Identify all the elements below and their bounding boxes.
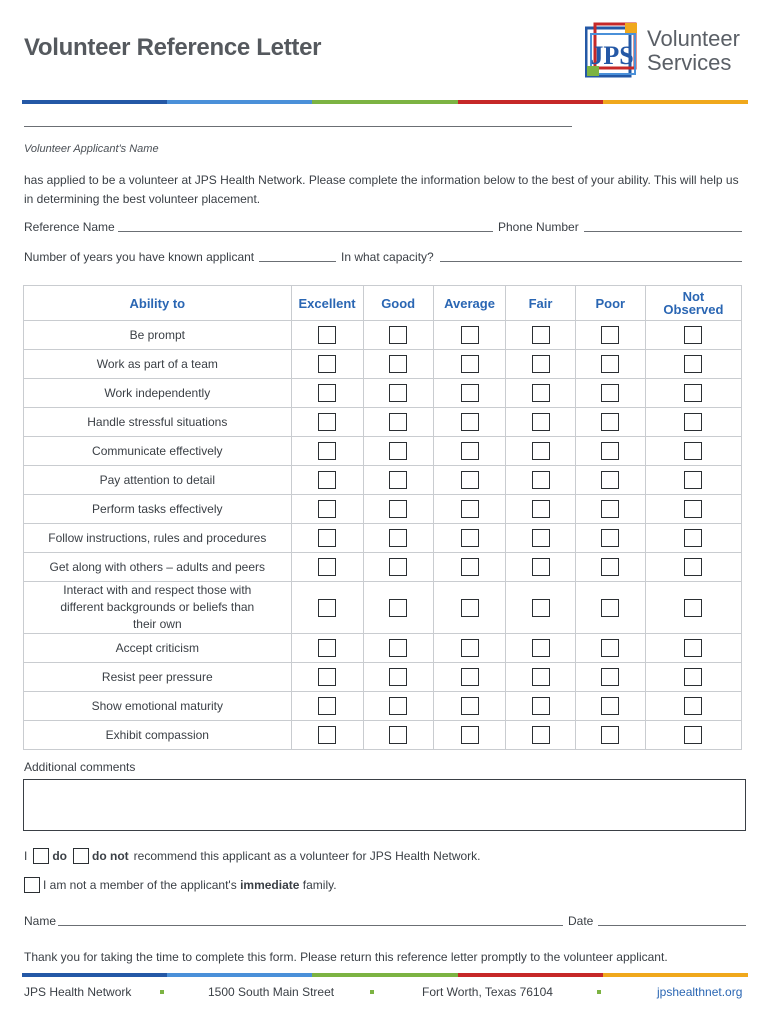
footer-city: Fort Worth, Texas 76104 [422, 985, 553, 999]
rating-cell [645, 350, 741, 379]
rating-checkbox[interactable] [461, 326, 479, 344]
rating-cell [291, 321, 363, 350]
ability-label: Accept criticism [24, 634, 292, 663]
family-statement [24, 877, 337, 893]
table-row [24, 495, 742, 524]
rating-checkbox[interactable] [318, 697, 336, 715]
rating-checkbox[interactable] [601, 697, 619, 715]
rating-checkbox[interactable] [318, 726, 336, 744]
ability-label: Get along with others – adults and peers [24, 553, 292, 582]
intro-paragraph: has applied to be a volunteer at JPS Health Network. Please complete the information below to the best of your ability. This will help us in determining the best volunteer placement. [24, 173, 739, 206]
rating-checkbox[interactable] [532, 726, 550, 744]
rating-checkbox[interactable] [389, 726, 407, 744]
rating-cell [363, 692, 433, 721]
ability-label: Handle stressful situations [24, 408, 292, 437]
rating-cell [645, 379, 741, 408]
rating-checkbox[interactable] [601, 668, 619, 686]
rating-cell [575, 408, 645, 437]
rating-checkbox[interactable] [601, 442, 619, 460]
rating-checkbox[interactable] [684, 384, 702, 402]
column-header-poor: Poor [575, 286, 645, 321]
column-header-average: Average [433, 286, 505, 321]
rating-checkbox[interactable] [532, 697, 550, 715]
rating-checkbox[interactable] [318, 413, 336, 431]
table-row [24, 466, 742, 495]
rating-checkbox[interactable] [318, 599, 336, 617]
rating-cell [575, 350, 645, 379]
rating-cell [506, 692, 576, 721]
ability-label: Work independently [24, 379, 292, 408]
rating-checkbox[interactable] [601, 639, 619, 657]
table-row [24, 553, 742, 582]
rating-cell [433, 721, 505, 750]
rating-checkbox[interactable] [318, 500, 336, 518]
rating-checkbox[interactable] [461, 500, 479, 518]
rating-cell [575, 495, 645, 524]
rating-checkbox[interactable] [389, 529, 407, 547]
phone-number-label: Phone Number [498, 220, 579, 234]
rating-cell [575, 437, 645, 466]
rating-cell [433, 408, 505, 437]
rating-cell [575, 553, 645, 582]
rating-cell [291, 634, 363, 663]
applicant-name-field[interactable] [24, 126, 572, 127]
rating-checkbox[interactable] [461, 726, 479, 744]
rating-cell [363, 582, 433, 634]
rating-cell [645, 721, 741, 750]
rating-cell [575, 721, 645, 750]
ability-label: Perform tasks effectively [24, 495, 292, 524]
family-text-bold: immediate [240, 878, 300, 892]
rating-cell [363, 437, 433, 466]
rating-cell [291, 495, 363, 524]
years-known-label: Number of years you have known applicant [24, 250, 255, 264]
rating-cell [291, 582, 363, 634]
rating-checkbox[interactable] [532, 529, 550, 547]
rating-cell [433, 582, 505, 634]
rating-checkbox[interactable] [389, 558, 407, 576]
rating-checkbox[interactable] [601, 355, 619, 373]
rating-cell [575, 321, 645, 350]
rating-checkbox[interactable] [461, 384, 479, 402]
jps-logo-icon [585, 22, 639, 78]
ability-label: Work as part of a team [24, 350, 292, 379]
rating-cell [575, 634, 645, 663]
page-title: Volunteer Reference Letter [24, 34, 322, 61]
rating-checkbox[interactable] [601, 384, 619, 402]
footer-org: JPS Health Network [24, 985, 132, 999]
rating-checkbox[interactable] [461, 668, 479, 686]
rating-cell [506, 582, 576, 634]
rating-checkbox[interactable] [389, 500, 407, 518]
rating-checkbox[interactable] [389, 326, 407, 344]
table-row [24, 408, 742, 437]
rating-checkbox[interactable] [601, 529, 619, 547]
rating-cell [363, 495, 433, 524]
ability-label: Show emotional maturity [24, 692, 292, 721]
rating-checkbox[interactable] [601, 413, 619, 431]
rating-cell [645, 524, 741, 553]
do-label: do [52, 849, 68, 863]
rating-cell [506, 495, 576, 524]
rating-checkbox[interactable] [684, 471, 702, 489]
rating-checkbox[interactable] [684, 558, 702, 576]
rating-checkbox[interactable] [684, 500, 702, 518]
rating-checkbox[interactable] [684, 697, 702, 715]
table-row [24, 524, 742, 553]
rating-checkbox[interactable] [601, 558, 619, 576]
ability-label: Interact with and respect those with different backgrounds or beliefs than their own [24, 582, 292, 634]
rating-checkbox[interactable] [318, 384, 336, 402]
rating-cell [433, 321, 505, 350]
column-header-good: Good [363, 286, 433, 321]
rating-checkbox[interactable] [601, 599, 619, 617]
rating-cell [363, 524, 433, 553]
table-header-row [24, 286, 742, 321]
rating-cell [433, 663, 505, 692]
recommend-statement [24, 847, 481, 865]
rating-cell [291, 379, 363, 408]
capacity-label: In what capacity? [341, 250, 434, 264]
rating-checkbox[interactable] [461, 413, 479, 431]
rating-cell [506, 321, 576, 350]
table-row [24, 663, 742, 692]
rating-cell [645, 663, 741, 692]
rating-checkbox[interactable] [532, 355, 550, 373]
column-header-not-observed: Not Observed [645, 286, 741, 321]
rating-checkbox[interactable] [684, 442, 702, 460]
rating-checkbox[interactable] [389, 355, 407, 373]
rating-cell [363, 379, 433, 408]
rating-checkbox[interactable] [684, 599, 702, 617]
rating-checkbox[interactable] [532, 558, 550, 576]
reference-name-label: Reference Name [24, 220, 115, 234]
logo-line-1: Volunteer [647, 26, 740, 51]
family-text-after: family. [302, 878, 337, 892]
rating-checkbox[interactable] [318, 668, 336, 686]
rating-cell [291, 663, 363, 692]
rating-cell [363, 663, 433, 692]
rating-checkbox[interactable] [461, 355, 479, 373]
rating-checkbox[interactable] [318, 326, 336, 344]
do-not-checkbox[interactable] [73, 848, 89, 864]
do-checkbox[interactable] [33, 848, 49, 864]
rating-checkbox[interactable] [532, 668, 550, 686]
additional-comments-label: Additional comments [24, 760, 136, 774]
rating-checkbox[interactable] [389, 668, 407, 686]
signature-name-field[interactable] [58, 925, 563, 926]
rating-checkbox[interactable] [684, 639, 702, 657]
rating-cell [506, 721, 576, 750]
ability-label: Exhibit compassion [24, 721, 292, 750]
rating-cell [506, 466, 576, 495]
jps-logo [585, 22, 745, 80]
rating-cell [291, 721, 363, 750]
rating-cell [363, 466, 433, 495]
rating-cell [575, 582, 645, 634]
rating-cell [433, 350, 505, 379]
rating-checkbox[interactable] [461, 697, 479, 715]
rating-cell [291, 692, 363, 721]
table-row [24, 379, 742, 408]
recommend-prefix: I [24, 849, 28, 863]
table-row [24, 721, 742, 750]
rating-checkbox[interactable] [318, 558, 336, 576]
rating-cell [575, 524, 645, 553]
not-family-checkbox[interactable] [24, 877, 40, 893]
thank-you-text: Thank you for taking the time to complete this form. Please return this reference letter promptly to the volunteer applicant. [24, 950, 668, 964]
rating-checkbox[interactable] [318, 639, 336, 657]
table-row [24, 692, 742, 721]
footer-address: 1500 South Main Street [208, 985, 335, 999]
table-row [24, 350, 742, 379]
rating-checkbox[interactable] [532, 384, 550, 402]
footer-separator-dot [160, 990, 164, 994]
rating-checkbox[interactable] [684, 668, 702, 686]
rating-cell [291, 437, 363, 466]
svg-text:JPS: JPS [590, 41, 634, 70]
rating-checkbox[interactable] [461, 639, 479, 657]
rating-cell [433, 692, 505, 721]
rating-checkbox[interactable] [601, 326, 619, 344]
rating-checkbox[interactable] [532, 500, 550, 518]
do-not-label: do not [92, 849, 129, 863]
rating-checkbox[interactable] [461, 442, 479, 460]
rating-cell [645, 582, 741, 634]
table-row [24, 437, 742, 466]
rating-cell [645, 321, 741, 350]
rating-cell [506, 524, 576, 553]
footer-separator-dot [370, 990, 374, 994]
phone-number-field[interactable] [584, 231, 742, 232]
table-row [24, 321, 742, 350]
ability-label: Pay attention to detail [24, 466, 292, 495]
rating-checkbox[interactable] [532, 326, 550, 344]
signature-name-label: Name [24, 914, 57, 928]
additional-comments-box[interactable] [23, 779, 746, 831]
rating-cell [506, 408, 576, 437]
capacity-field[interactable] [440, 261, 742, 262]
rating-cell [291, 408, 363, 437]
rating-cell [433, 379, 505, 408]
logo-line-2: Services [647, 50, 732, 75]
column-header-excellent: Excellent [291, 286, 363, 321]
rating-cell [363, 321, 433, 350]
logo-text [647, 27, 740, 75]
rating-cell [433, 495, 505, 524]
rating-checkbox[interactable] [684, 355, 702, 373]
rating-cell [433, 634, 505, 663]
rating-checkbox[interactable] [601, 726, 619, 744]
rating-checkbox[interactable] [389, 639, 407, 657]
rating-checkbox[interactable] [389, 442, 407, 460]
rating-cell [506, 437, 576, 466]
rating-checkbox[interactable] [389, 384, 407, 402]
rating-cell [506, 379, 576, 408]
rating-checkbox[interactable] [684, 326, 702, 344]
rating-cell [363, 721, 433, 750]
rating-checkbox[interactable] [389, 599, 407, 617]
rating-checkbox[interactable] [461, 599, 479, 617]
ability-label: Be prompt [24, 321, 292, 350]
rating-checkbox[interactable] [532, 471, 550, 489]
rating-checkbox[interactable] [532, 639, 550, 657]
rating-cell [433, 437, 505, 466]
rating-cell [363, 350, 433, 379]
table-row [24, 582, 742, 634]
rating-checkbox[interactable] [601, 500, 619, 518]
rating-checkbox[interactable] [318, 529, 336, 547]
rating-checkbox[interactable] [318, 471, 336, 489]
rating-cell [645, 466, 741, 495]
rating-checkbox[interactable] [461, 529, 479, 547]
column-header-fair: Fair [506, 286, 576, 321]
rating-cell [291, 350, 363, 379]
rating-checkbox[interactable] [532, 442, 550, 460]
rating-checkbox[interactable] [389, 413, 407, 431]
rating-cell [291, 524, 363, 553]
rating-cell [645, 634, 741, 663]
recommend-suffix: recommend this applicant as a volunteer for JPS Health Network. [133, 849, 481, 863]
ability-label: Resist peer pressure [24, 663, 292, 692]
rating-checkbox[interactable] [532, 413, 550, 431]
signature-date-label: Date [568, 914, 594, 928]
rating-cell [433, 524, 505, 553]
ability-header: Ability to [24, 286, 292, 321]
rating-cell [645, 692, 741, 721]
footer-separator-dot [597, 990, 601, 994]
rating-checkbox[interactable] [318, 442, 336, 460]
ability-label: Follow instructions, rules and procedures [24, 524, 292, 553]
rating-checkbox[interactable] [318, 355, 336, 373]
rating-cell [575, 379, 645, 408]
applicant-name-caption: Volunteer Applicant's Name [24, 143, 159, 155]
rating-checkbox[interactable] [389, 697, 407, 715]
rating-cell [575, 466, 645, 495]
rating-checkbox[interactable] [532, 599, 550, 617]
rating-cell [645, 553, 741, 582]
rating-cell [433, 553, 505, 582]
rating-cell [506, 350, 576, 379]
rating-cell [291, 466, 363, 495]
rating-cell [506, 553, 576, 582]
rating-cell [645, 437, 741, 466]
years-known-field[interactable] [259, 261, 336, 262]
color-rule-top [22, 100, 748, 104]
rating-cell [645, 495, 741, 524]
signature-date-field[interactable] [598, 925, 746, 926]
rating-cell [291, 553, 363, 582]
rating-cell [575, 692, 645, 721]
rating-checkbox[interactable] [461, 471, 479, 489]
rating-checkbox[interactable] [461, 558, 479, 576]
rating-cell [506, 663, 576, 692]
table-row [24, 634, 742, 663]
footer-website-link[interactable]: jpshealthnet.org [657, 985, 743, 999]
reference-name-field[interactable] [118, 231, 493, 232]
family-text-before: I am not a member of the applicant's [43, 878, 237, 892]
rating-checkbox[interactable] [601, 471, 619, 489]
ability-rating-table [23, 285, 742, 750]
rating-cell [575, 663, 645, 692]
rating-cell [363, 634, 433, 663]
rating-checkbox[interactable] [389, 471, 407, 489]
rating-checkbox[interactable] [684, 413, 702, 431]
rating-checkbox[interactable] [684, 529, 702, 547]
rating-cell [363, 553, 433, 582]
ability-label: Communicate effectively [24, 437, 292, 466]
rating-cell [363, 408, 433, 437]
rating-cell [506, 634, 576, 663]
rating-cell [645, 408, 741, 437]
color-rule-bottom [22, 973, 748, 977]
rating-checkbox[interactable] [684, 726, 702, 744]
rating-cell [433, 466, 505, 495]
